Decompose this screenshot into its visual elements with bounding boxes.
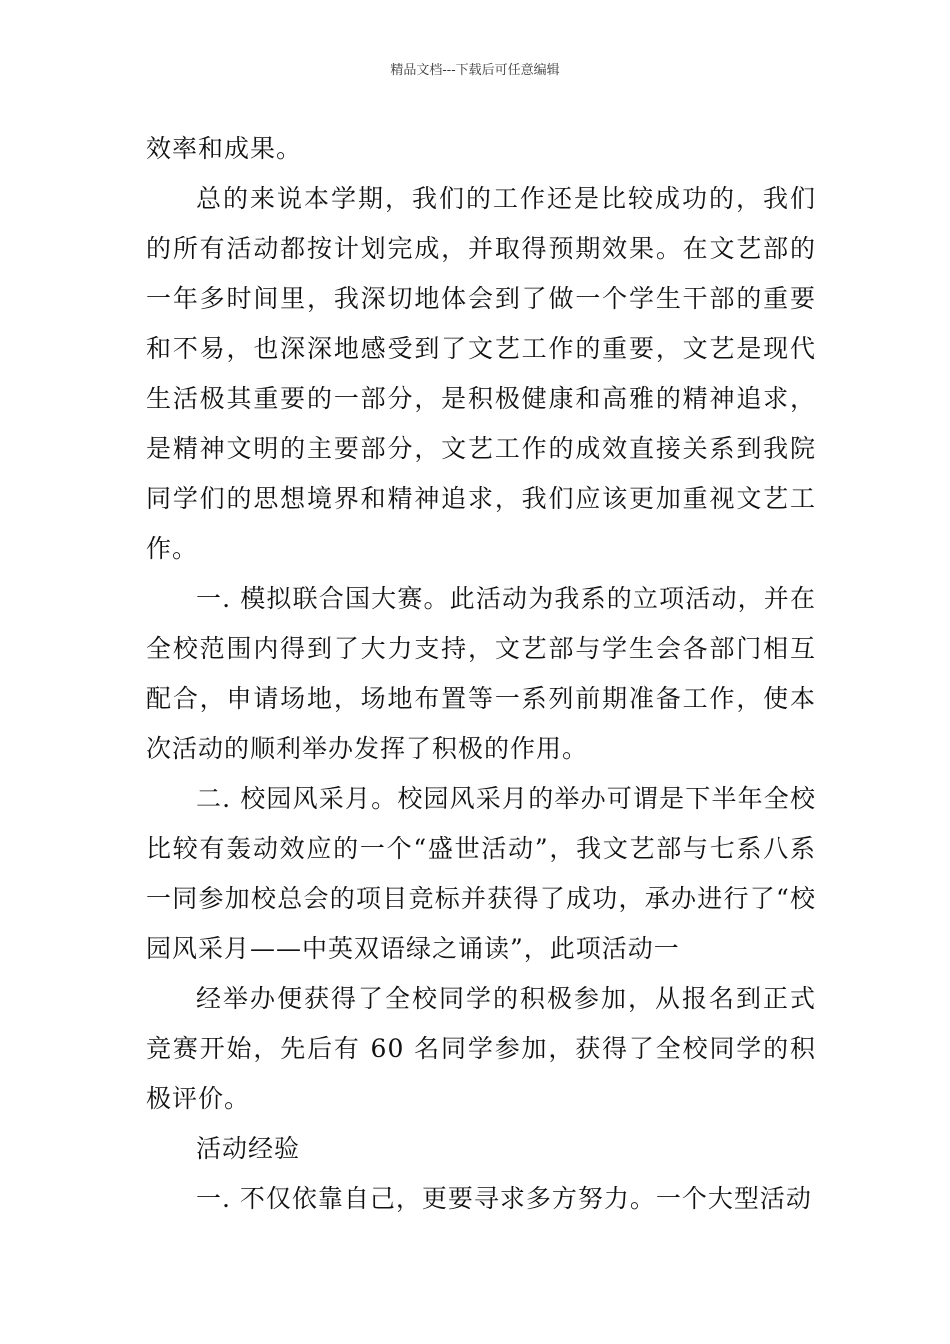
paragraph-4: 二. 校园风采月。校园风采月的举办可谓是下半年全校比较有轰动效应的一个“盛世活动”，我文艺部与七系八系一同参加校总会的项目竞标并获得了成功，承办进行了“校园风采月——中英双语绿之诵读”，此项活动一 [146, 784, 816, 963]
page-header: 精品文档---下载后可任意编辑 [390, 63, 560, 78]
paragraph-7: 一. 不仅依靠自己，更要寻求多方努力。一个大型活动 [196, 1184, 812, 1213]
paragraph-1: 效率和成果。 [146, 134, 303, 163]
paragraph-3: 一. 模拟联合国大赛。此活动为我系的立项活动，并在全校范围内得到了大力支持，文艺部与学生会各部门相互配合，申请场地，场地布置等一系列前期准备工作，使本次活动的顺利举办发挥了积极的作用。 [146, 584, 816, 763]
paragraph-6: 活动经验 [196, 1134, 301, 1163]
paragraph-5: 经举办便获得了全校同学的积极参加，从报名到正式竞赛开始，先后有 60 名同学参加，获得了全校同学的积极评价。 [146, 984, 816, 1113]
paragraph-2: 总的来说本学期，我们的工作还是比较成功的，我们的所有活动都按计划完成，并取得预期效果。在文艺部的一年多时间里，我深切地体会到了做一个学生干部的重要和不易，也深深地感受到了文艺工作的重要，文艺是现代生活极其重要的一部分，是积极健康和高雅的精神追求，是精神文明的主要部分，文艺工作的成效直接关系到我院同学们的思想境界和精神追求，我们应该更加重视文艺工作。 [146, 184, 816, 563]
document-body [146, 124, 816, 1224]
